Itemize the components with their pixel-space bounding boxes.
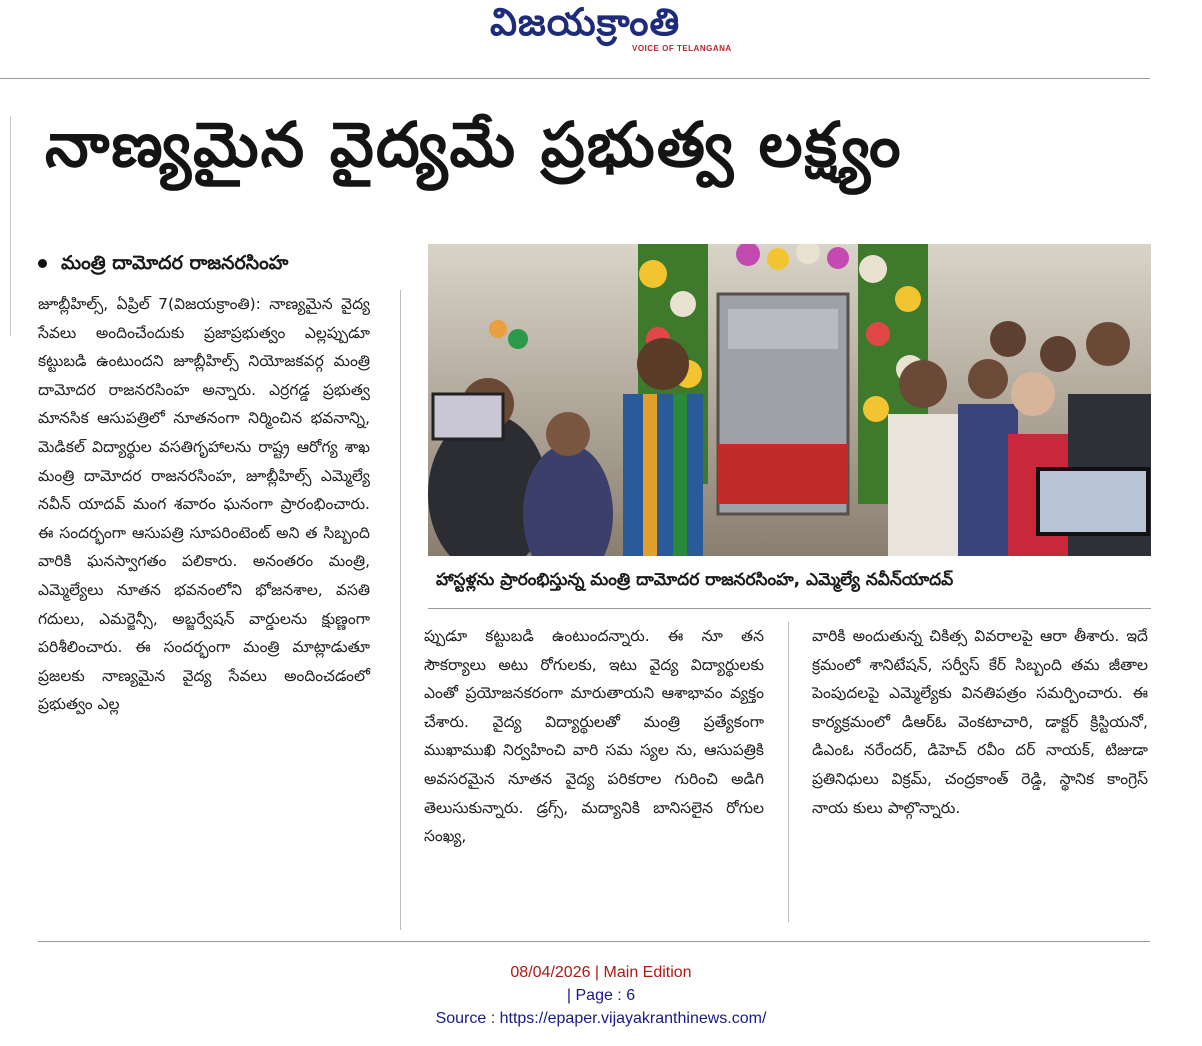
date-edition: 08/04/2026 | Main Edition	[510, 964, 692, 981]
article-headline: నాణ్యమైన వైద్యమే ప్రభుత్వ లక్ష్యం	[45, 108, 903, 181]
newspaper-tagline: VOICE OF TELANGANA	[632, 44, 732, 53]
article-column-3	[812, 622, 1148, 822]
column-divider	[400, 290, 401, 930]
article-subheading	[38, 252, 288, 279]
masthead	[0, 0, 1202, 72]
subheading-text: మంత్రి దామోదర రాజనరసింహ	[61, 252, 289, 274]
photo-illustration	[428, 244, 1151, 556]
caption-divider	[428, 608, 1151, 609]
column-3-text: వారికి అందుతున్న చికిత్స వివరాలపై ఆరా తీశారు. ఇదే క్రమంలో శానిటేషన్, సర్వీస్ కేర్ సిబ్బంది తమ జీతాల పెంపుదలపై ఎమ్మెల్యేకు వినతిపత్రం సమర్పించారు. ఈ కార్యక్రమంలో డిఆర్ఓ వెంకటాచారి, డాక్టర్ క్రిస్టియనో, డిఎంఓ నరేందర్, డిహెచ్ రవీం దర్ నాయక్, టిజుడా ప్రతినిధులు విక్రమ్, చంద్రకాంత్ రెడ్డి, స్థానిక కాంగ్రెస్ నాయ కులు పాల్గొన్నారు.	[812, 627, 1148, 817]
photo-caption: హాస్టళ్లను ప్రారంభిస్తున్న మంత్రి దామోదర రాజనరసింహ, ఎమ్మెల్యే నవీన్‌యాదవ్	[436, 570, 954, 590]
article-column-2	[424, 622, 764, 851]
source-link[interactable]: Source : https://epaper.vijayakranthinews.com/	[435, 1010, 767, 1027]
bullet-icon	[38, 259, 47, 268]
top-divider	[0, 78, 1150, 79]
page-number: | Page : 6	[566, 987, 636, 1004]
left-margin-rule	[10, 116, 11, 336]
column-2-text: ప్పుడూ కట్టుబడి ఉంటుందన్నారు. ఈ నూ తన సౌకర్యాలు అటు రోగులకు, ఇటు వైద్య విద్యార్థులకు ఎంతో ప్రయోజనకరంగా మారుతాయని ఆశాభావం వ్యక్తం చేశారు. వైద్య విద్యార్థులతో మంత్రి ప్రత్యేకంగా ముఖాముఖి నిర్వహించి వారి సమ స్యల ను, ఆసుపత్రికి అవసరమైన నూతన వైద్య పరికరాల గురించి అడిగి తెలుసుకున్నారు. డ్రగ్స్, మద్యానికి బానిసలైన రోగుల సంఖ్య,	[424, 627, 764, 846]
column-divider	[788, 622, 789, 922]
article-column-1	[38, 290, 370, 719]
page-footer	[0, 961, 1202, 1030]
article-photo	[428, 244, 1151, 556]
bottom-divider	[38, 941, 1150, 942]
newspaper-logo: విజయక్రాంతి	[490, 0, 681, 44]
column-1-text: జూబ్లీహిల్స్, ఏప్రిల్ 7(విజయక్రాంతి): నాణ్యమైన వైద్య సేవలు అందించేందుకు ప్రజాప్రభుత్వం ఎల్లప్పుడూ కట్టుబడి ఉంటుందని జూబ్లీహిల్స్ నియోజకవర్గ మంత్రి దామోదర రాజనరసింహ అన్నారు. ఎర్రగడ్డ ప్రభుత్వ మానసిక ఆసుపత్రిలో నూతనంగా నిర్మించిన భవనాన్ని, మెడికల్ విద్యార్థుల వసతిగృహాలను రాష్ట్ర ఆరోగ్య శాఖ మంత్రి దామోదర రాజనరసింహ, జూబ్లీహిల్స్ ఎమ్మెల్యే నవీన్ యాదవ్ మంగ శవారం ఘనంగా ప్రారంభించారు. ఈ సందర్భంగా ఆసుపత్రి సూపరింటెంట్ అని త సిబ్బంది వారికి ఘనస్వాగతం పలికారు. అనంతరం మంత్రి, ఎమ్మెల్యేలు నూతన భవనంలోని భోజనశాల, వసతి గదులు, ఎమర్జెన్సీ, అబ్జర్వేషన్ వార్డులను క్షుణ్ణంగా పరిశీలించారు. ఈ సందర్భంగా మంత్రి మాట్లాడుతూ ప్రజలకు నాణ్యమైన వైద్య సేవలు అందించడంలో ప్రభుత్వం ఎల్ల	[38, 295, 370, 714]
